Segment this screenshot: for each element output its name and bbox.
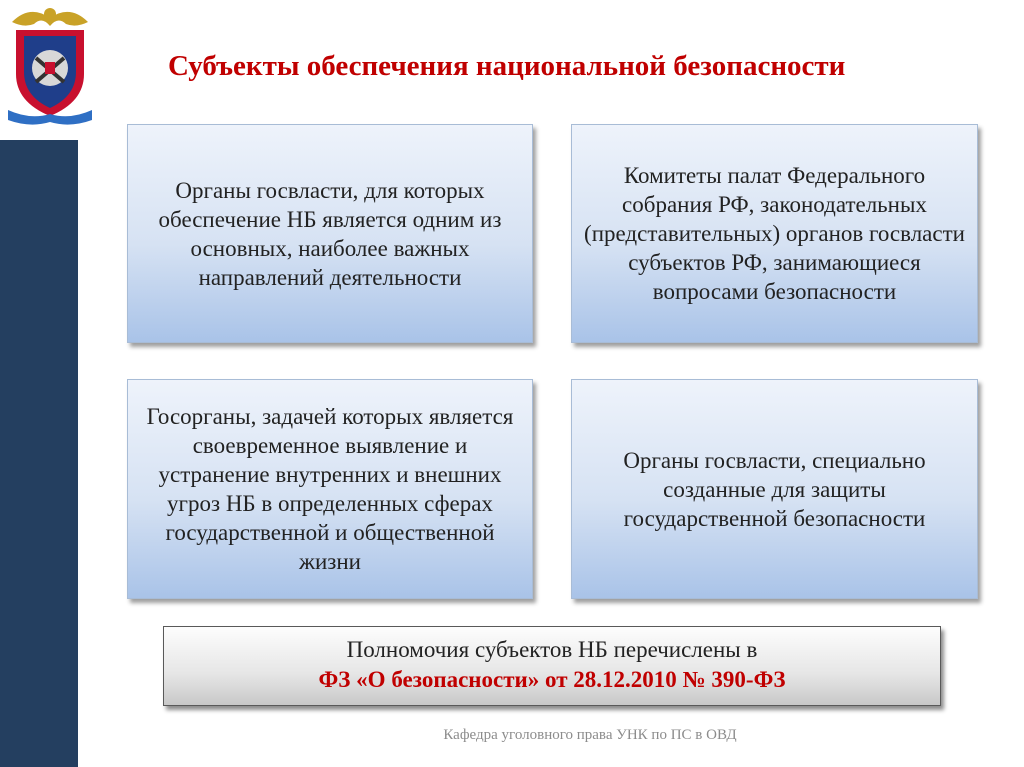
subject-box-text: Госорганы, задачей которых является своевременное выявление и устранение внутренних и внешних угроз НБ в определенных сферах государственной и общественной жизни bbox=[146, 404, 514, 574]
subject-box-state-security bbox=[571, 379, 978, 599]
subject-box-main-authorities bbox=[127, 124, 533, 343]
footer-text: Кафедра уголовного права УНК по ПС в ОВД bbox=[443, 727, 737, 743]
summary-line: Полномочия субъектов НБ перечислены в bbox=[346, 637, 758, 662]
page-title: Субъекты обеспечения национальной безопасности bbox=[168, 50, 846, 82]
subject-box-threat-authorities bbox=[127, 379, 533, 599]
subject-box-text: Органы госвласти, специально созданные для защиты государственной безопасности bbox=[623, 447, 926, 531]
subject-box-text: Органы госвласти, для которых обеспечение НБ является одним из основных, наиболее важных направлений деятельности bbox=[158, 177, 502, 290]
side-bar bbox=[0, 140, 78, 767]
subject-box-parliament-committees bbox=[571, 124, 978, 343]
police-emblem-icon bbox=[2, 2, 98, 130]
law-summary-box bbox=[163, 626, 941, 706]
subject-box-text: Комитеты палат Федерального собрания РФ, законодательных (представительных) органов госвласти субъектов РФ, занимающиеся вопросами безопасности bbox=[584, 163, 965, 304]
law-reference: ФЗ «О безопасности» от 28.12.2010 № 390-ФЗ bbox=[318, 667, 786, 692]
